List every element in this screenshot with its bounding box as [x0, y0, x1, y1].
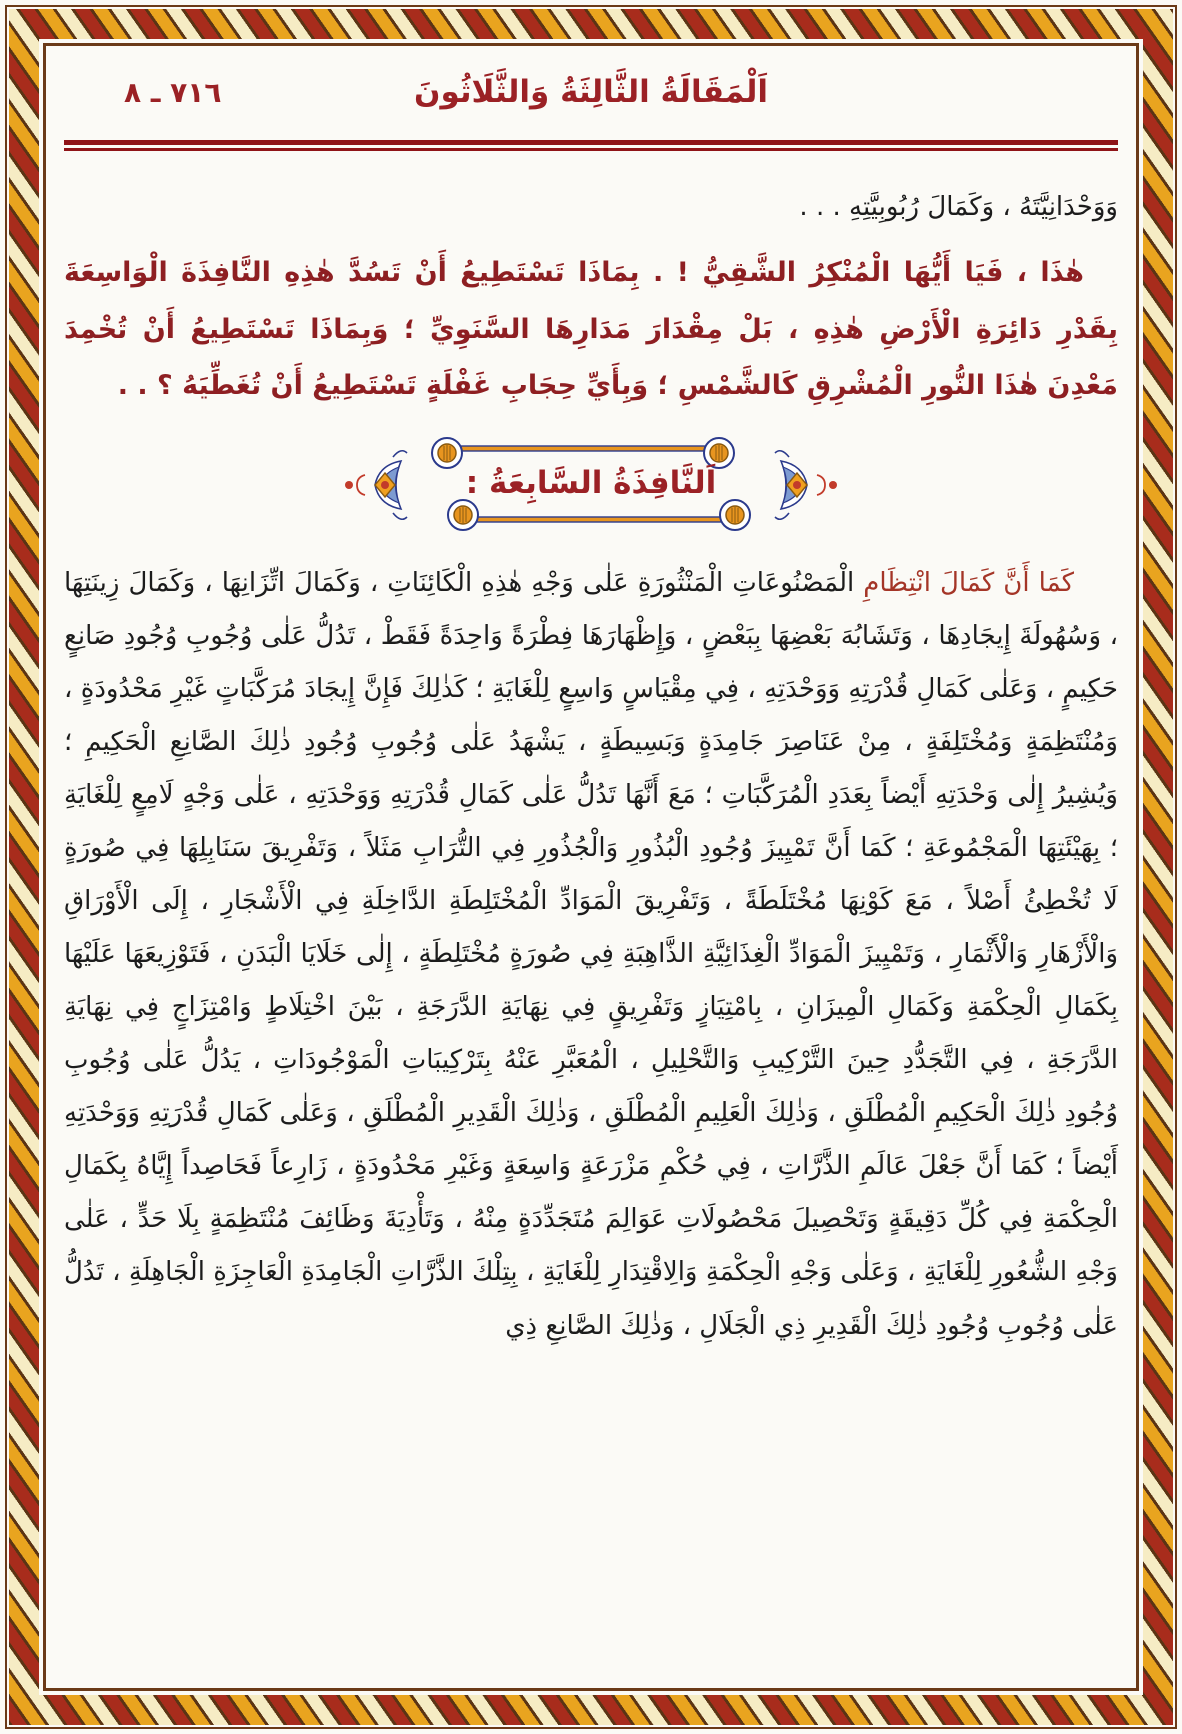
- page-title: اَلْمَقَالَةُ الثَّالِثَةُ وَالثَّلَاثُونَ: [414, 74, 768, 110]
- continuation-line: وَوَحْدَانِيَّتَهُ ، وَكَمَالَ رُبُوبِيَّتِهِ . . .: [799, 192, 1118, 222]
- page-content: [64, 58, 1118, 1674]
- address-paragraph: هٰذَا ، فَيَا أَيُّهَا الْمُنْكِرُ الشَّقِيُّ ! . بِمَاذَا تَسْتَطِيعُ أَنْ تَسُدَّ هٰذِهِ النَّافِذَةَ الْوَاسِعَةَ بِقَدْرِ دَائِرَةِ الْأَرْضِ هٰذِهِ ، بَلْ مِقْدَارَ مَدَارِهَا السَّنَوِيِّ ؛ وَبِمَاذَا تَسْتَطِيعُ أَنْ تُخْمِدَ مَعْدِنَ هٰذَا النُّورِ الْمُشْرِقِ كَالشَّمْسِ ؛ وَبِأَيِّ حِجَابِ غَفْلَةٍ تَسْتَطِيعُ أَنْ تُغَطِّيَهُ ؟ . .: [64, 257, 1118, 402]
- section-ornament: [341, 431, 841, 539]
- ornament-top-bar-icon: [432, 438, 734, 468]
- header-double-rule: [64, 140, 1118, 151]
- ornament-bottom-bar-icon: [448, 500, 750, 530]
- page-number: ٧١٦ ـ ٨: [124, 76, 222, 109]
- page-header: [64, 58, 1118, 136]
- body-paragraph: [64, 557, 1118, 1352]
- body-lead-red: كَمَا أَنَّ كَمَالَ انْتِظَامِ: [863, 568, 1074, 599]
- section-heading: اَلنَّافِذَةُ السَّابِعَةُ :: [465, 465, 717, 502]
- body-text: الْمَصْنُوعَاتِ الْمَنْثُورَةِ عَلٰى وَجْهِ هٰذِهِ الْكَائِنَاتِ ، وَكَمَالَ اتِّزَانِهَا ، وَكَمَالَ زِينَتِهَا ، وَسُهُولَةَ إِيجَادِهَا ، وَتَشَابُهَ بَعْضِهَا بِبَعْضٍ ، وَإِظْهَارَهَا فِطْرَةً وَاحِدَةً فَقَطْ ، تَدُلُّ عَلٰى وُجُوبِ وُجُودِ صَانِعٍ حَكِيمٍ ، وَعَلٰى كَمَالِ قُدْرَتِهِ وَوَحْدَتِهِ ، فِي مِقْيَاسٍ وَاسِعٍ لِلْغَايَةِ ؛ كَذٰلِكَ فَإِنَّ إِيجَادَ مُرَكَّبَاتٍ غَيْرِ مَحْدُودَةٍ ، وَمُنْتَظِمَةٍ وَمُخْتَلِفَةٍ ، مِنْ عَنَاصِرَ جَامِدَةٍ وَبَسِيطَةٍ ، يَشْهَدُ عَلٰى وُجُوبِ وُجُودِ ذٰلِكَ الصَّانِعِ الْحَكِيمِ ؛ وَيُشِيرُ إِلٰى وَحْدَتِهِ أَيْضاً بِعَدَدِ الْمُرَكَّبَاتِ ؛ مَعَ أَنَّهَا تَدُلُّ عَلٰى كَمَالِ قُدْرَتِهِ وَوَحْدَتِهِ ، عَلٰى وَجْهٍ لَامِعٍ لِلْغَايَةِ ؛ بِهَيْئَتِهَا الْمَجْمُوعَةِ ؛ كَمَا أَنَّ تَمْيِيزَ وُجُودِ الْبُذُورِ وَالْجُذُورِ فِي التُّرَابِ مَثَلاً ، وَتَفْرِيقَ سَنَابِلِهَا فِي صُورَةٍ لَا تُخْطِئُ أَصْلاً ، مَعَ كَوْنِهَا مُخْتَلَطَةً ، وَتَفْرِيقَ الْمَوَادِّ الْمُخْتَلِطَةِ الدَّاخِلَةِ فِي الْأَشْجَارِ ، إِلَى الْأَوْرَاقِ وَالْأَزْهَارِ وَالْأَثْمَارِ ، وَتَمْيِيزَ الْمَوَادِّ الْغِذَائِيَّةِ الذَّاهِبَةِ فِي صُورَةٍ مُخْتَلِطَةٍ ، إِلٰى خَلَايَا الْبَدَنِ ، فَتَوْزِيعَهَا عَلَيْهَا بِكَمَالِ الْحِكْمَةِ وَكَمَالِ الْمِيزَانِ ، بِامْتِيَازٍ وَتَفْرِيقٍ فِي نِهَايَةِ الدَّرَجَةِ ، بَيْنَ اخْتِلَاطٍ وَامْتِزَاجٍ فِي نِهَايَةِ الدَّرَجَةِ ، فِي التَّجَدُّدِ حِينَ التَّرْكِيبِ وَالتَّحْلِيلِ ، الْمُعَبَّرِ عَنْهُ بِتَرْكِيبَاتِ الْمَوْجُودَاتِ ، يَدُلُّ عَلٰى وُجُوبِ وُجُودِ ذٰلِكَ الْحَكِيمِ الْمُطْلَقِ ، وَذٰلِكَ الْعَلِيمِ الْمُطْلَقِ ، وَذٰلِكَ الْقَدِيرِ الْمُطْلَقِ ، وَعَلٰى كَمَالِ قُدْرَتِهِ وَوَحْدَتِهِ أَيْضاً ؛ كَمَا أَنَّ جَعْلَ عَالَمِ الذَّرَّاتِ ، فِي حُكْمِ مَزْرَعَةٍ وَاسِعَةٍ وَغَيْرِ مَحْدُودَةٍ ، زَارِعاً فَحَاصِداً إِيَّاهُ بِكَمَالِ الْحِكْمَةِ فِي كُلِّ دَقِيقَةٍ وَتَحْصِيلَ مَحْصُولَاتِ عَوَالِمَ مُتَجَدِّدَةٍ مِنْهُ ، وَتَأْدِيَةَ وَظَائِفَ مُنْتَظِمَةٍ بِلَا حَدٍّ ، عَلٰى وَجْهِ الشُّعُورِ لِلْغَايَةِ ، وَعَلٰى وَجْهِ الْحِكْمَةِ وَالِاقْتِدَارِ لِلْغَايَةِ ، بِتِلْكَ الذَّرَّاتِ الْجَامِدَةِ الْعَاجِزَةِ الْجَاهِلَةِ ، تَدُلُّ عَلٰى وُجُوبِ وُجُودِ ذٰلِكَ الْقَدِيرِ ذِي الْجَلَالِ ، وَذٰلِكَ الصَّانِعِ ذِي: [64, 568, 1118, 1341]
